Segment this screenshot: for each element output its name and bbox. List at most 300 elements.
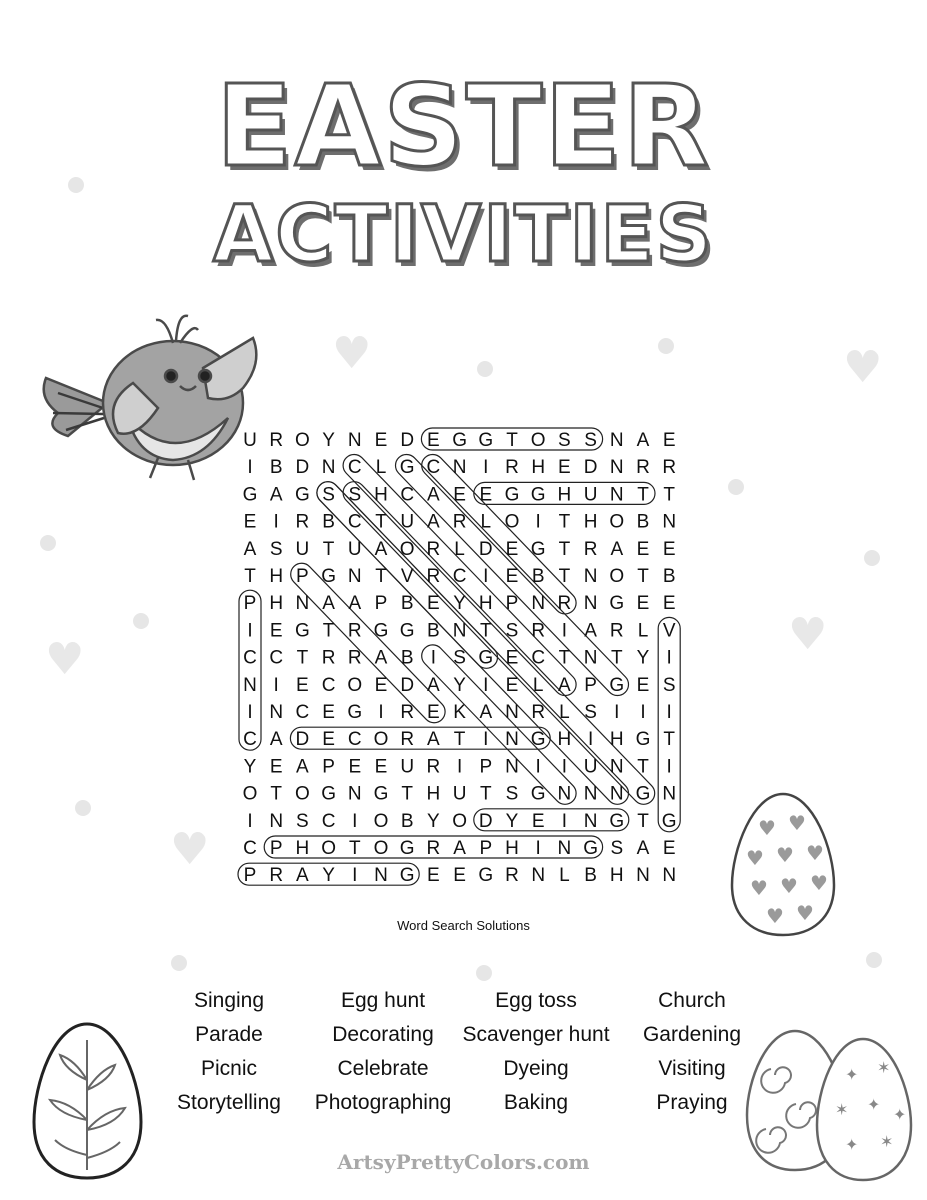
grid-letter: R	[583, 538, 598, 560]
grid-letter: N	[662, 783, 677, 805]
grid-letter: I	[247, 810, 253, 832]
grid-letter: I	[666, 647, 672, 669]
heart-icon: ♥	[45, 634, 85, 685]
heart-icon: ♥	[332, 328, 372, 379]
grid-letter: K	[453, 702, 466, 723]
grid-letter: E	[374, 756, 388, 778]
svg-text:♥: ♥	[806, 841, 824, 865]
grid-letter: E	[269, 756, 283, 778]
grid-letter: Y	[636, 647, 650, 669]
grid-letter: E	[636, 538, 650, 560]
grid-letter: B	[322, 511, 335, 533]
svg-text:♥: ♥	[750, 876, 768, 900]
grid-letter: N	[583, 593, 598, 615]
grid-letter: E	[269, 620, 283, 642]
solution-oval	[286, 559, 449, 728]
grid-letter: L	[637, 620, 649, 642]
grid-letter: N	[505, 729, 519, 751]
grid-letter: T	[296, 647, 309, 669]
grid-letter: A	[558, 674, 571, 696]
grid-letter: N	[505, 702, 519, 723]
grid-letter: L	[480, 511, 492, 533]
grid-letter: T	[348, 838, 361, 859]
grid-letter: L	[559, 865, 570, 887]
grid-letter: I	[378, 702, 384, 723]
svg-text:✦: ✦	[845, 1065, 859, 1084]
grid-letter: S	[610, 838, 624, 859]
svg-text:♥: ♥	[776, 843, 794, 867]
egg-hearts-icon	[728, 790, 838, 938]
grid-letter: A	[427, 484, 440, 506]
grid-letter: S	[505, 620, 519, 642]
grid-letter: H	[269, 566, 284, 587]
grid-letter: I	[483, 457, 489, 479]
solution-oval	[417, 450, 580, 619]
grid-letter: T	[322, 538, 335, 560]
grid-letter: O	[373, 729, 389, 751]
grid-letter: N	[505, 756, 519, 778]
grid-letter: P	[296, 566, 309, 587]
grid-letter: G	[478, 647, 494, 669]
grid-letter: T	[637, 566, 649, 587]
grid-letter: T	[637, 484, 649, 506]
grid-letter: L	[559, 702, 570, 723]
grid-letter: N	[583, 566, 598, 587]
grid-letter: S	[453, 647, 466, 669]
grid-letter: R	[636, 457, 650, 479]
grid-letter: N	[374, 865, 388, 887]
grid-letter: E	[374, 674, 388, 696]
grid-letter: A	[584, 620, 597, 642]
grid-letter: T	[375, 566, 387, 587]
grid-letter: S	[558, 430, 571, 451]
grid-letter: O	[609, 511, 625, 533]
grid-letter: H	[609, 729, 624, 751]
decor-dot	[476, 965, 492, 981]
grid-letter: T	[663, 729, 676, 751]
grid-letter: N	[269, 702, 284, 723]
grid-letter: E	[427, 430, 440, 451]
grid-letter: N	[557, 838, 572, 859]
grid-letter: D	[478, 810, 493, 832]
grid-letter: Y	[505, 810, 519, 832]
grid-letter: Y	[322, 865, 335, 887]
grid-letter: V	[662, 620, 676, 642]
grid-letter: C	[321, 810, 336, 832]
grid-letter: R	[426, 838, 441, 859]
grid-letter: G	[609, 593, 625, 615]
heart-icon: ♥	[170, 824, 210, 875]
word-list-item: Dyeing	[503, 1057, 569, 1080]
grid-letter: N	[347, 566, 362, 587]
grid-letter: I	[456, 756, 463, 778]
word-list	[150, 988, 790, 1116]
grid-letter: I	[483, 729, 489, 751]
grid-letter: R	[426, 538, 441, 560]
grid-letter: P	[584, 674, 597, 696]
grid-letter: E	[427, 702, 440, 723]
decor-dot	[866, 952, 882, 968]
grid-letter: A	[296, 865, 309, 887]
grid-letter: N	[583, 810, 598, 832]
grid-letter: A	[322, 593, 335, 615]
grid-letter: G	[583, 838, 598, 859]
grid-letter: D	[478, 538, 493, 560]
grid-letter: E	[558, 457, 571, 479]
grid-letter: E	[636, 593, 650, 615]
grid-letter: N	[609, 756, 624, 778]
grid-letter: R	[400, 702, 415, 723]
grid-letter: T	[270, 783, 283, 805]
grid-letter: E	[531, 810, 545, 832]
grid-letter: N	[452, 620, 467, 642]
grid-letter: G	[661, 810, 677, 832]
grid-letter: T	[558, 511, 571, 533]
grid-letter: T	[479, 620, 492, 642]
grid-letter: H	[505, 838, 519, 859]
grid-letter: A	[610, 538, 624, 560]
grid-letter: R	[531, 620, 546, 642]
grid-letter: G	[478, 430, 494, 451]
grid-letter: O	[504, 511, 520, 533]
grid-letter: A	[427, 511, 440, 533]
grid-letter: C	[452, 566, 467, 587]
grid-letter: C	[269, 647, 284, 669]
grid-letter: E	[662, 593, 676, 615]
word-list-item: Gardening	[642, 1023, 742, 1046]
grid-letter: N	[531, 865, 546, 887]
grid-letter: T	[375, 511, 387, 533]
svg-text:✦: ✦	[845, 1135, 859, 1154]
grid-letter: U	[400, 756, 415, 778]
grid-letter: I	[587, 729, 594, 751]
grid-letter: T	[637, 810, 649, 832]
grid-letter: R	[609, 620, 624, 642]
grid-letter: G	[530, 783, 546, 805]
grid-letter: G	[399, 620, 415, 642]
grid-letter: D	[400, 674, 415, 696]
grid-letter: G	[478, 865, 494, 887]
grid-letter: A	[269, 729, 283, 751]
grid-letter: B	[636, 511, 650, 533]
grid-letter: R	[426, 566, 441, 587]
grid-letter: T	[479, 783, 492, 805]
word-list-item: Singing	[193, 989, 265, 1012]
word-list-item: Egg hunt	[340, 989, 426, 1012]
grid-letter: E	[505, 566, 519, 587]
grid-letter: G	[635, 783, 651, 805]
grid-letter: E	[427, 865, 440, 887]
grid-letter: N	[583, 783, 598, 805]
grid-letter: R	[505, 457, 519, 479]
grid-letter: G	[609, 810, 625, 832]
grid-letter: G	[373, 783, 389, 805]
svg-text:✶: ✶	[880, 1132, 894, 1151]
grid-letter: N	[452, 457, 467, 479]
heart-icon: ♥	[788, 609, 828, 660]
grid-letter: G	[321, 566, 336, 587]
word-list-item: Visiting	[658, 1057, 726, 1080]
grid-letter: I	[273, 674, 279, 696]
grid-letter: S	[584, 430, 597, 451]
grid-letter: P	[269, 838, 283, 859]
svg-text:♥: ♥	[758, 816, 776, 840]
grid-letter: A	[427, 674, 440, 696]
grid-letter: P	[374, 593, 388, 615]
page-title: EASTER	[216, 62, 711, 192]
grid-letter: Y	[453, 593, 466, 615]
grid-letter: I	[561, 810, 568, 832]
word-list-item: Egg toss	[495, 989, 577, 1012]
grid-letter: N	[662, 511, 677, 533]
grid-letter: O	[242, 783, 258, 805]
grid-letter: T	[610, 647, 623, 669]
grid-letter: D	[400, 430, 415, 451]
grid-letter: E	[427, 593, 440, 615]
grid-letter: G	[347, 702, 363, 723]
grid-letter: E	[453, 865, 466, 887]
grid-letter: A	[348, 593, 362, 615]
grid-letter: R	[400, 729, 415, 751]
grid-letter: N	[321, 457, 336, 479]
grid-letter: H	[557, 484, 572, 506]
grid-letter: I	[483, 566, 489, 587]
grid-letter: I	[430, 647, 437, 669]
grid-letter: S	[584, 702, 597, 723]
word-list-item: Picnic	[200, 1057, 258, 1080]
grid-letter: O	[347, 674, 363, 696]
heart-icon: ♥	[843, 342, 883, 393]
grid-letter: H	[426, 783, 441, 805]
grid-letter: E	[636, 674, 650, 696]
grid-letter: P	[243, 593, 257, 615]
grid-letter: P	[322, 756, 335, 778]
grid-letter: I	[614, 702, 620, 723]
grid-letter: U	[347, 538, 362, 560]
grid-letter: N	[295, 593, 310, 615]
grid-letter: L	[375, 457, 387, 479]
grid-letter: B	[269, 457, 283, 479]
grid-letter: E	[505, 538, 519, 560]
grid-letter: I	[247, 702, 253, 723]
grid-letter: I	[666, 756, 672, 778]
grid-letter: G	[399, 865, 415, 887]
grid-letter: R	[269, 865, 284, 887]
grid-letter: G	[609, 674, 625, 696]
grid-letter: G	[242, 484, 258, 506]
grid-letter: N	[347, 783, 362, 805]
svg-text:♥: ♥	[780, 874, 798, 898]
grid-letter: O	[295, 430, 310, 451]
grid-letter: R	[295, 511, 310, 533]
grid-letter: A	[374, 647, 388, 669]
word-list-item: Decorating	[332, 1023, 434, 1046]
grid-letter: E	[348, 756, 362, 778]
grid-letter: C	[243, 838, 257, 859]
page-subtitle: ACTIVITIES	[213, 190, 714, 280]
grid-letter: N	[662, 865, 677, 887]
grid-letter: Y	[427, 810, 440, 832]
grid-letter: C	[426, 457, 441, 479]
grid-letter: T	[558, 647, 571, 669]
word-list-item: Scavenger hunt	[462, 1023, 610, 1046]
grid-letter: R	[347, 620, 362, 642]
grid-letter: L	[454, 538, 465, 560]
grid-letter: C	[347, 511, 362, 533]
grid-letter: C	[321, 674, 336, 696]
grid-letter: G	[452, 430, 467, 451]
grid-letter: T	[322, 620, 335, 642]
grid-letter: E	[296, 674, 309, 696]
grid-letter: G	[373, 620, 389, 642]
grid-letter: R	[426, 756, 441, 778]
grid-letter: N	[347, 430, 362, 451]
grid-letter: C	[347, 729, 362, 751]
grid-letter: A	[374, 538, 388, 560]
decor-dot	[171, 955, 187, 971]
svg-text:♥: ♥	[810, 871, 828, 895]
grid-letter: T	[244, 566, 256, 587]
grid-letter: A	[636, 430, 650, 451]
svg-text:♥: ♥	[746, 846, 764, 870]
svg-text:♥: ♥	[766, 904, 784, 928]
grid-letter: R	[531, 702, 546, 723]
grid-letter: G	[295, 484, 310, 506]
grid-letter: U	[583, 484, 598, 506]
grid-letter: B	[584, 865, 597, 887]
grid-letter: R	[452, 511, 467, 533]
grid-letter: E	[479, 484, 493, 506]
solution-oval	[474, 809, 629, 831]
grid-letter: N	[243, 674, 257, 696]
word-list-item: Photographing	[314, 1091, 452, 1114]
grid-letter: B	[531, 566, 545, 587]
grid-letter: I	[640, 702, 646, 723]
svg-text:✦: ✦	[893, 1105, 907, 1124]
grid-letter: E	[505, 674, 519, 696]
grid-letter: U	[400, 511, 415, 533]
grid-letter: E	[453, 484, 466, 506]
grid-letter: U	[295, 538, 310, 560]
grid-letter: I	[247, 620, 253, 642]
grid-letter: E	[374, 430, 388, 451]
grid-letter: T	[637, 756, 649, 778]
website-credit: ArtsyPrettyColors.com	[337, 1150, 590, 1174]
grid-letter: Y	[322, 430, 335, 451]
grid-letter: R	[321, 647, 336, 669]
grid-letter: C	[400, 484, 415, 506]
grid-letter: G	[504, 484, 520, 506]
grid-letter: A	[296, 756, 309, 778]
grid-letter: N	[609, 783, 624, 805]
grid-letter: E	[243, 511, 257, 533]
grid-letter: G	[399, 457, 415, 479]
grid-letter: P	[479, 756, 493, 778]
grid-letter: S	[269, 538, 283, 560]
grid-letter: T	[506, 430, 518, 451]
grid-letter: N	[557, 783, 572, 805]
grid-letter: E	[662, 430, 676, 451]
grid-letter: N	[609, 457, 624, 479]
grid-letter: E	[322, 729, 335, 751]
grid-letter: D	[295, 729, 310, 751]
grid-letter: V	[400, 566, 414, 587]
grid-letter: G	[530, 538, 546, 560]
grid-letter: R	[557, 593, 572, 615]
grid-letter: N	[609, 430, 624, 451]
grid-letter: A	[427, 729, 440, 751]
grid-letter: O	[609, 566, 625, 587]
grid-letter: U	[452, 783, 467, 805]
grid-letter: I	[535, 838, 541, 859]
word-list-item: Church	[658, 989, 726, 1012]
grid-letter: G	[321, 783, 336, 805]
grid-letter: B	[662, 566, 676, 587]
grid-letter: E	[505, 647, 519, 669]
grid-letter: N	[609, 484, 624, 506]
grid-letter: G	[295, 620, 310, 642]
grid-letter: T	[401, 783, 414, 805]
grid-letter: D	[583, 457, 598, 479]
grid-letter: G	[530, 729, 546, 751]
grid-letter: E	[662, 838, 676, 859]
grid-letter: S	[348, 484, 362, 506]
grid-letter: T	[558, 566, 571, 587]
grid-letter: C	[531, 647, 546, 669]
grid-letter: U	[243, 430, 257, 451]
grid-letter: D	[295, 457, 310, 479]
grid-letter: H	[374, 484, 388, 506]
grid-letter: G	[635, 729, 651, 751]
svg-text:♥: ♥	[796, 901, 814, 925]
word-list-item: Celebrate	[337, 1057, 429, 1080]
grid-letter: I	[561, 756, 568, 778]
grid-letter: A	[243, 538, 257, 560]
grid-letter: I	[273, 511, 279, 533]
grid-letter: H	[269, 593, 284, 615]
grid-letter: H	[583, 511, 598, 533]
grid-letter: S	[296, 810, 309, 832]
word-list-item: Parade	[195, 1023, 263, 1046]
grid-letter: I	[535, 511, 541, 533]
grid-letter: S	[322, 484, 335, 506]
grid-letter: R	[662, 457, 677, 479]
grid-letter: P	[505, 593, 519, 615]
grid-letter: I	[561, 620, 568, 642]
grid-letter: A	[479, 702, 493, 723]
grid-letter: C	[243, 647, 257, 669]
grid-letter: P	[243, 865, 257, 887]
grid-letter: H	[557, 729, 572, 751]
grid-letter: P	[479, 838, 493, 859]
grid-letter: U	[583, 756, 598, 778]
grid-letter: O	[373, 810, 389, 832]
solutions-caption: Word Search Solutions	[397, 918, 530, 933]
grid-letter: I	[666, 702, 672, 723]
grid-letter: T	[453, 729, 466, 751]
grid-letter: I	[352, 865, 358, 887]
grid-letter: G	[399, 838, 415, 859]
grid-letter: O	[373, 838, 389, 859]
grid-letter: C	[295, 702, 310, 723]
grid-letter: R	[269, 430, 284, 451]
grid-letter: R	[347, 647, 362, 669]
grid-letter: T	[663, 484, 676, 506]
grid-letter: C	[243, 729, 257, 751]
grid-letter: H	[295, 838, 310, 859]
grid-letter: C	[347, 457, 362, 479]
grid-letter: I	[535, 756, 541, 778]
